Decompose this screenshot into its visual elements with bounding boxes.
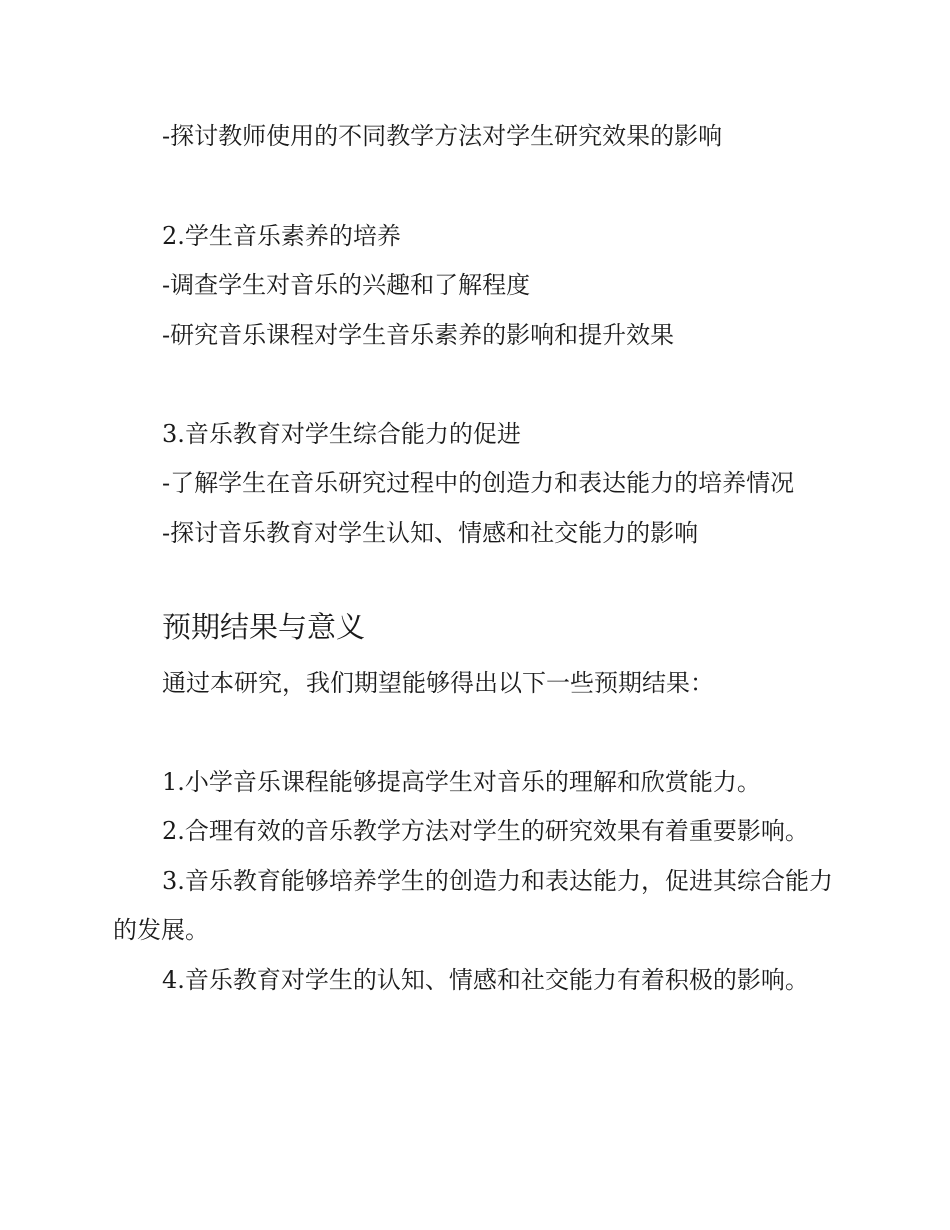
result-item-4: 4.音乐教育对学生的认知、情感和社交能力有着积极的影响。 xyxy=(162,966,809,994)
bullet-course-impact: -研究音乐课程对学生音乐素养的影响和提升效果 xyxy=(162,321,675,349)
result-item-1: 1.小学音乐课程能够提高学生对音乐的理解和欣赏能力。 xyxy=(162,768,761,796)
section-title-comprehensive-ability: 3.音乐教育对学生综合能力的促进 xyxy=(162,420,521,448)
result-item-2: 2.合理有效的音乐教学方法对学生的研究效果有着重要影响。 xyxy=(162,817,809,845)
results-intro: 通过本研究，我们期望能够得出以下一些预期结果： xyxy=(162,669,714,697)
section-title-music-literacy: 2.学生音乐素养的培养 xyxy=(162,222,401,250)
bullet-interest-survey: -调查学生对音乐的兴趣和了解程度 xyxy=(162,271,531,299)
bullet-cognition-emotion: -探讨音乐教育对学生认知、情感和社交能力的影响 xyxy=(162,519,699,547)
bullet-creativity-expression: -了解学生在音乐研究过程中的创造力和表达能力的培养情况 xyxy=(162,469,795,497)
bullet-teaching-methods: -探讨教师使用的不同教学方法对学生研究效果的影响 xyxy=(162,122,723,150)
results-heading: 预期结果与意义 xyxy=(162,610,366,644)
result-item-3: 3.音乐教育能够培养学生的创造力和表达能力，促进其综合能力的发展。 xyxy=(113,867,833,944)
